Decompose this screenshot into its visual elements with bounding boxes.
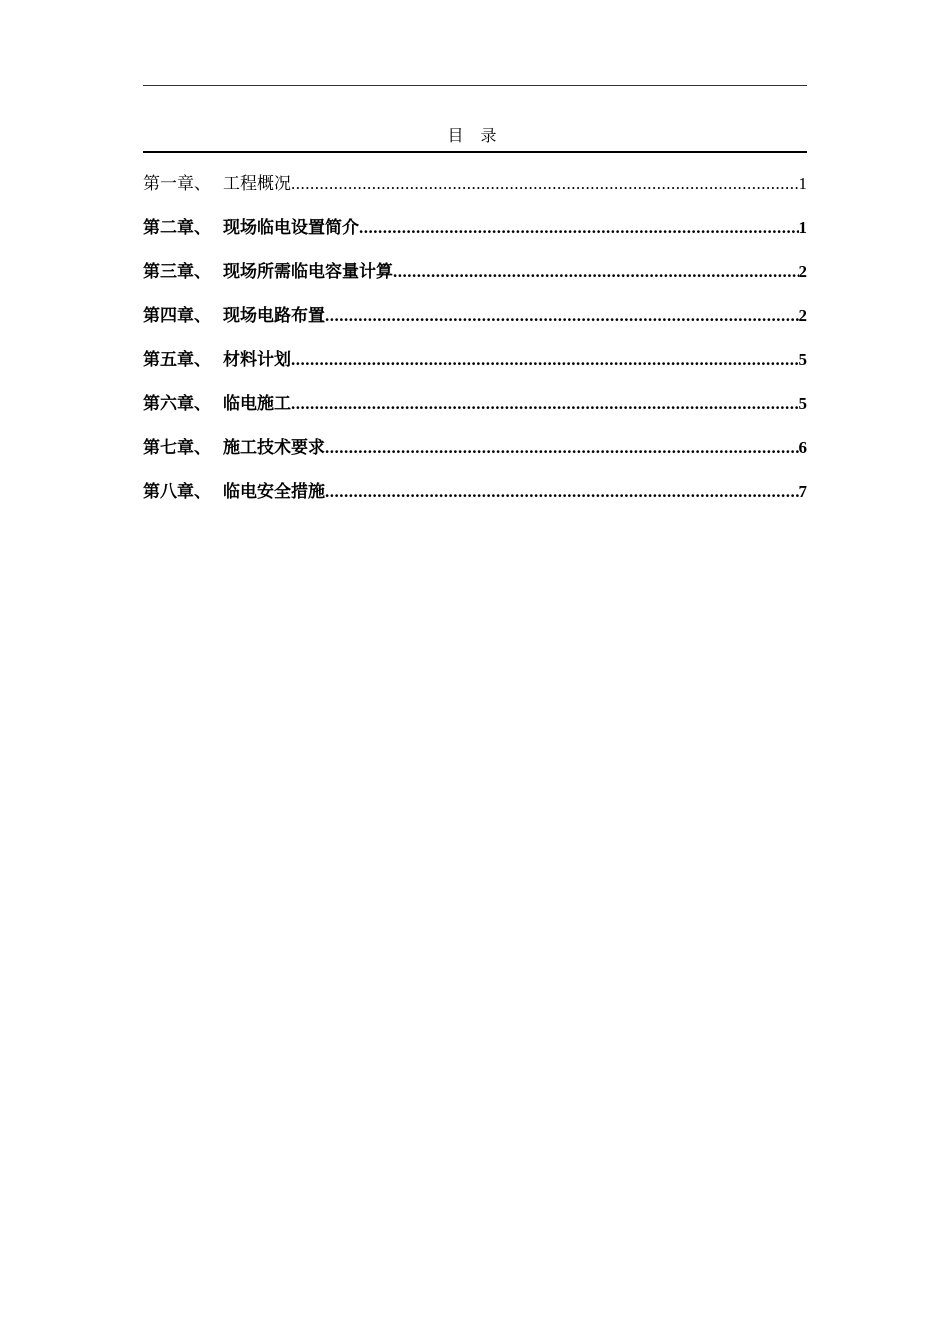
toc-dot-leader [291,170,799,198]
toc-entry-title: 现场临电设置简介 [223,218,359,238]
toc-entry-page: 2 [798,262,807,281]
toc-dot-leader [291,390,799,418]
toc-dot-leader [393,258,799,286]
toc-entry-page: 6 [798,438,807,457]
toc-entry-number: 第一章、 [143,174,211,194]
toc-entry-chapter-7[interactable] [143,434,807,478]
toc-dot-leader [325,302,799,330]
toc-entry-number: 第六章、 [143,394,211,414]
header-rule [143,85,807,86]
toc-entry-title: 临电安全措施 [223,482,325,502]
toc-entry-number: 第二章、 [143,218,211,238]
toc-entry-chapter-2[interactable] [143,214,807,258]
toc-entry-chapter-3[interactable] [143,258,807,302]
toc-entry-title: 临电施工 [223,394,291,414]
toc-entry-chapter-6[interactable] [143,390,807,434]
toc-entry-page: 5 [798,394,807,413]
toc-entry-number: 第七章、 [143,438,211,458]
toc-entry-page: 1 [798,174,807,193]
toc-entry-title: 现场所需临电容量计算 [223,262,393,282]
toc-entry-number: 第八章、 [143,482,211,502]
toc-entry-page: 1 [798,218,807,237]
toc-entry-page: 5 [798,350,807,369]
toc-entry-number: 第五章、 [143,350,211,370]
toc-entry-number: 第四章、 [143,306,211,326]
toc-entry-chapter-4[interactable] [143,302,807,346]
toc-dot-leader [325,434,799,462]
toc-entry-title: 现场电路布置 [223,306,325,326]
toc-entry-page: 2 [798,306,807,325]
toc-entry-number: 第三章、 [143,262,211,282]
toc-dot-leader [325,478,799,506]
toc-list [143,170,807,522]
toc-entry-page: 7 [798,482,807,501]
toc-dot-leader [291,346,799,374]
toc-entry-title: 施工技术要求 [223,438,325,458]
toc-entry-chapter-8[interactable] [143,478,807,522]
toc-entry-title: 工程概况 [223,174,291,194]
toc-title: 目 录 [447,126,503,145]
toc-title-rule [143,151,807,153]
toc-entry-chapter-5[interactable] [143,346,807,390]
toc-entry-title: 材料计划 [223,350,291,370]
toc-entry-chapter-1[interactable] [143,170,807,214]
toc-dot-leader [359,214,799,242]
